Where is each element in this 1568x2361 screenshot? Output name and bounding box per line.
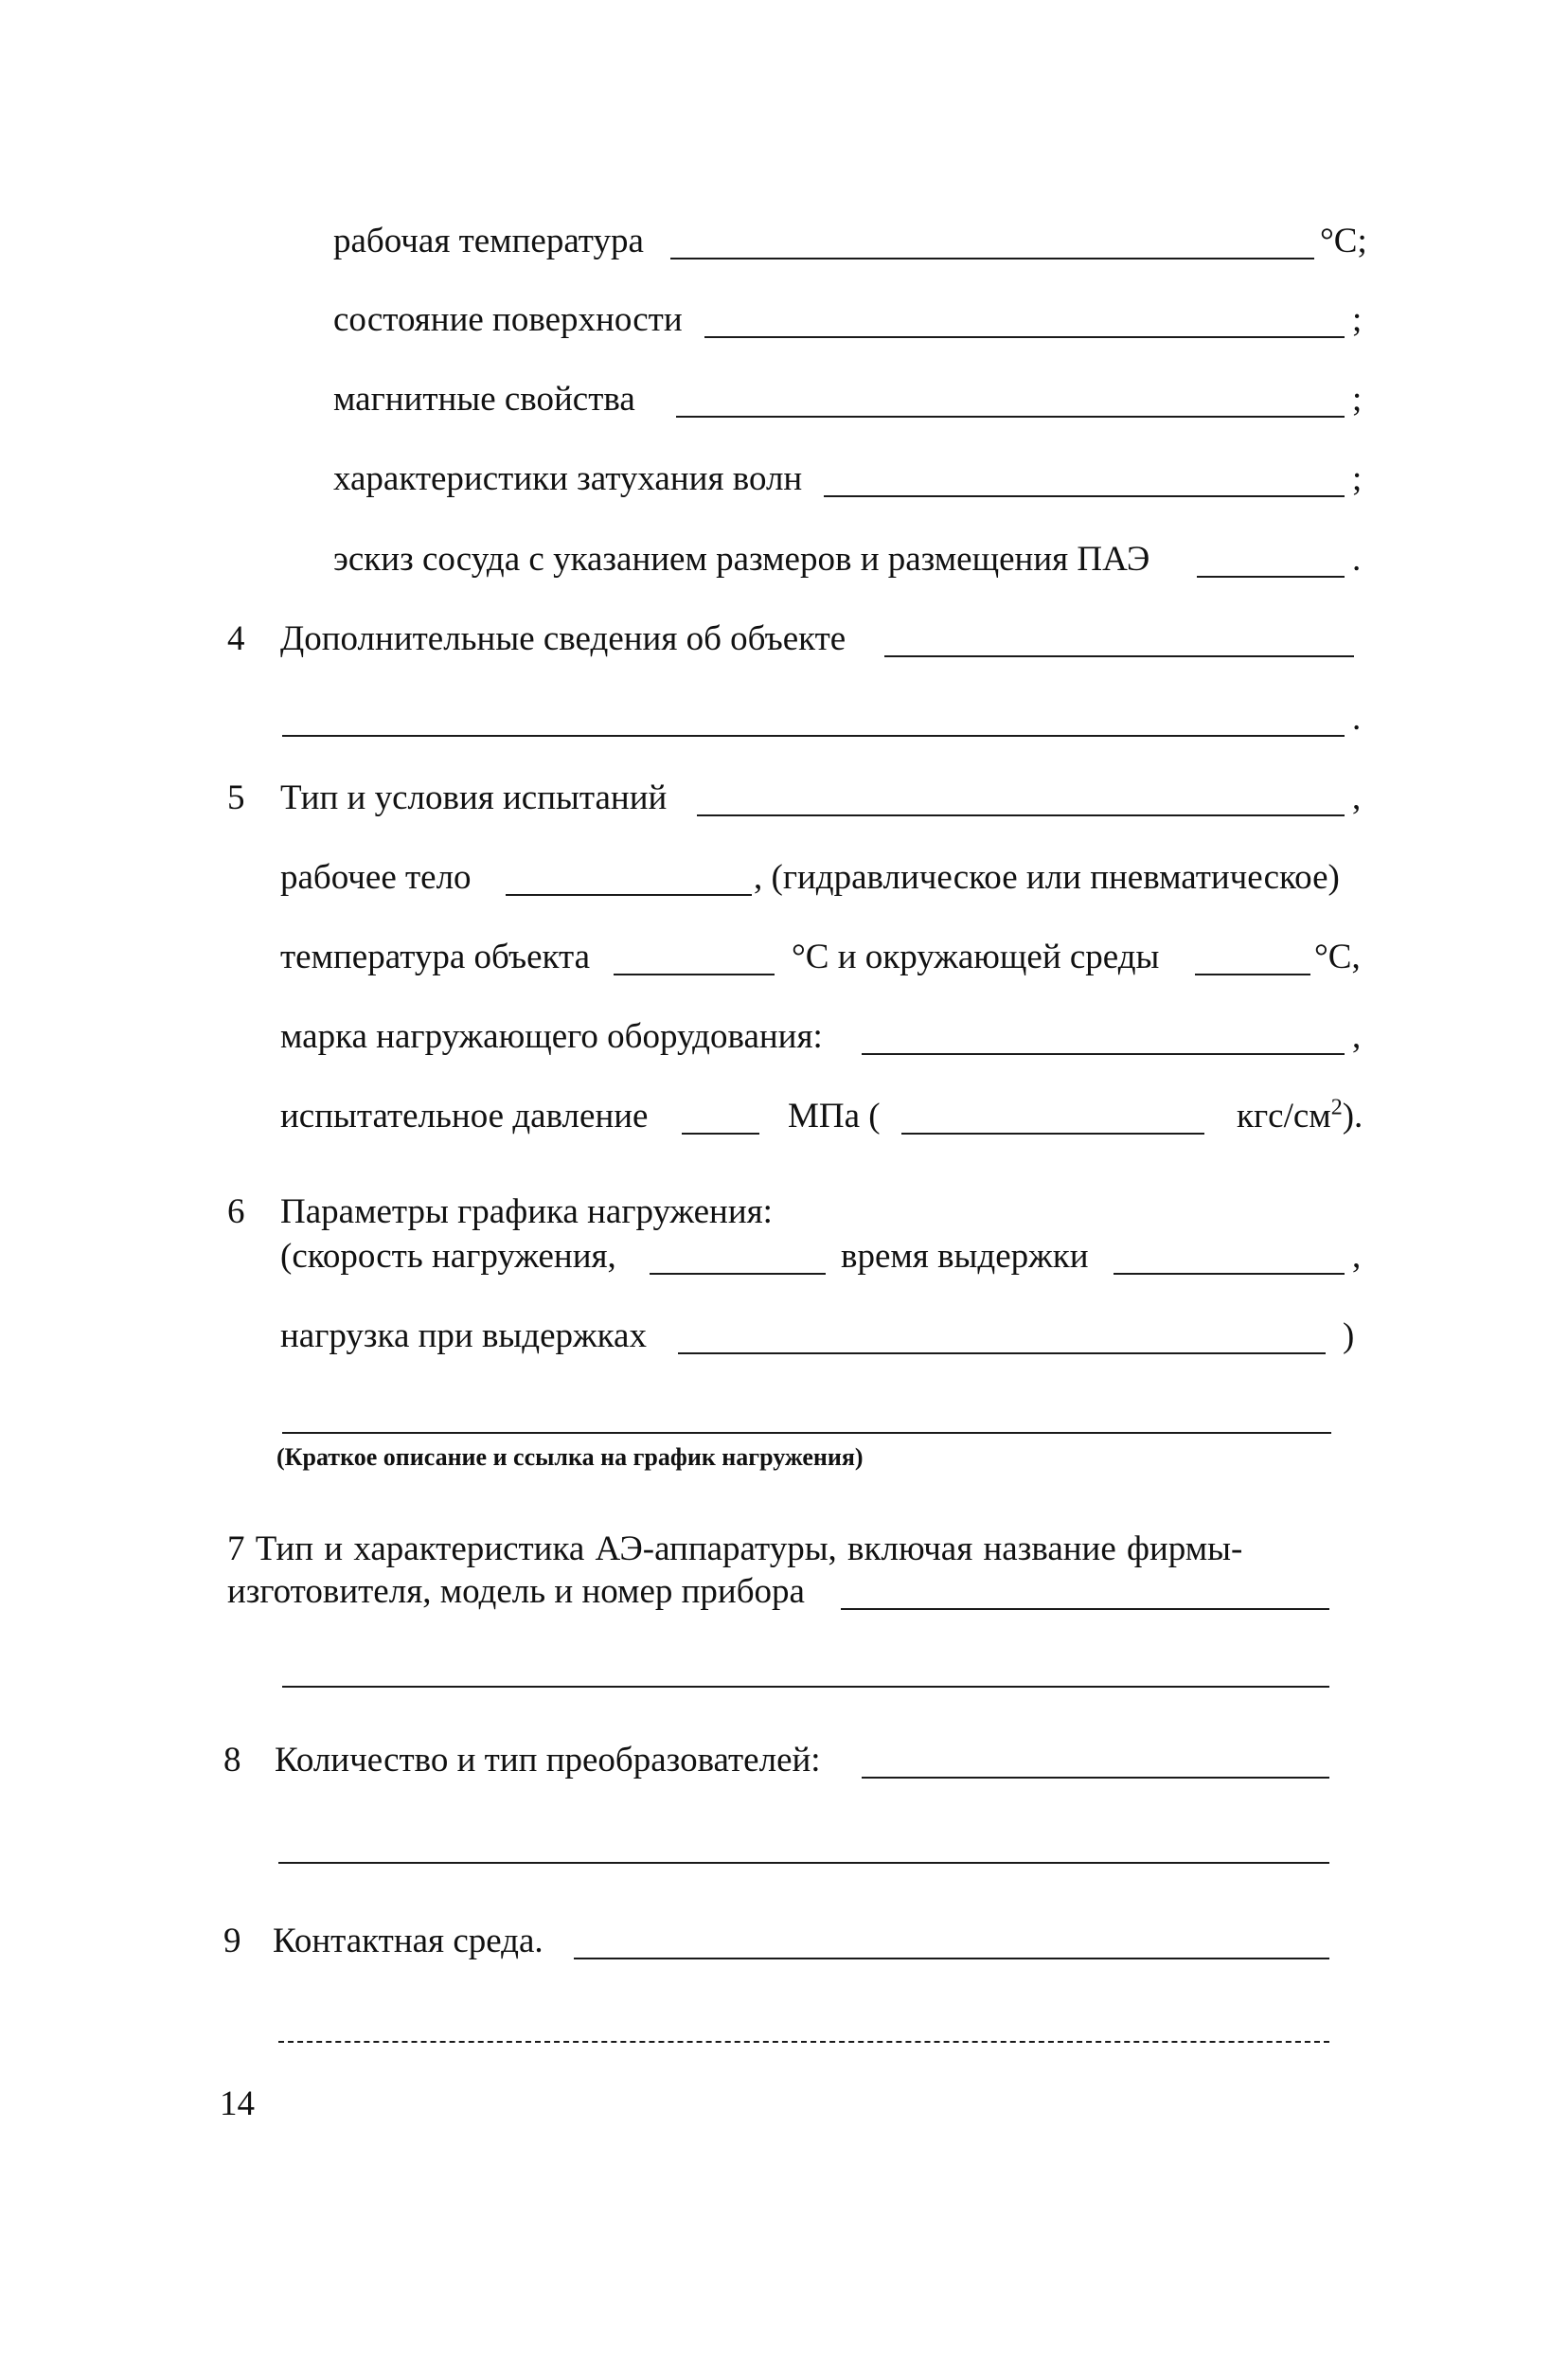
object-temp-field[interactable] — [614, 974, 775, 975]
equipment-field[interactable] — [862, 1053, 1345, 1055]
ambient-temp-unit: °С, — [1314, 938, 1361, 976]
surface-label: состояние поверхности — [333, 300, 683, 339]
object-temp-mid: °С и окружающей среды — [792, 938, 1160, 976]
fluid-label: рабочее тело — [280, 858, 472, 897]
load-label: нагрузка при выдержках — [280, 1316, 647, 1355]
magnetic-end: ; — [1352, 380, 1363, 419]
attenuation-end: ; — [1352, 459, 1363, 498]
hold-end: , — [1352, 1237, 1362, 1276]
equipment-end: , — [1352, 1017, 1362, 1056]
magnetic-field[interactable] — [676, 416, 1345, 418]
section-7-field-1[interactable] — [841, 1608, 1329, 1610]
section-9-number: 9 — [223, 1922, 241, 1960]
section-5-number: 5 — [227, 778, 245, 817]
ambient-temp-field[interactable] — [1195, 974, 1310, 975]
pressure-kgf-field[interactable] — [901, 1133, 1204, 1135]
surface-end: ; — [1352, 300, 1363, 339]
section-9-field-1[interactable] — [574, 1958, 1329, 1959]
load-field[interactable] — [678, 1352, 1326, 1354]
hold-field[interactable] — [1114, 1273, 1345, 1275]
pressure-label: испытательное давление — [280, 1097, 649, 1136]
fluid-field[interactable] — [506, 894, 752, 896]
section-4-label: Дополнительные сведения об объекте — [280, 619, 846, 658]
section-8-field-1[interactable] — [862, 1777, 1329, 1779]
section-5-end: , — [1352, 778, 1362, 817]
rate-field[interactable] — [650, 1273, 826, 1275]
attenuation-field[interactable] — [824, 495, 1345, 497]
load-description-field[interactable] — [282, 1432, 1331, 1434]
section-4-field-1[interactable] — [884, 655, 1354, 657]
rate-label: (скорость нагружения, — [280, 1237, 616, 1276]
section-8-label: Количество и тип преобразователей: — [275, 1741, 821, 1780]
section-4-field-2[interactable] — [282, 735, 1345, 737]
pressure-kgf-unit: кгс/$см^2$). — [1237, 1095, 1363, 1136]
section-7-line-2: изготовителя, модель и номер прибора — [227, 1572, 805, 1611]
load-end: ) — [1343, 1316, 1355, 1355]
pressure-mpa-field[interactable] — [682, 1133, 759, 1135]
load-description-caption: (Краткое описание и ссылка на график нагружения) — [276, 1443, 864, 1471]
section-5-field[interactable] — [697, 814, 1345, 816]
page-number: 14 — [220, 2084, 255, 2123]
section-8-field-2[interactable] — [278, 1862, 1329, 1864]
section-6-number: 6 — [227, 1192, 245, 1231]
surface-field[interactable] — [704, 336, 1345, 338]
section-7-field-2[interactable] — [282, 1686, 1329, 1688]
sketch-label: эскиз сосуда с указанием размеров и размещения ПАЭ — [333, 540, 1150, 579]
section-5-label: Тип и условия испытаний — [280, 778, 668, 817]
pressure-mpa-unit: МПа ( — [788, 1097, 881, 1136]
working-temp-field[interactable] — [670, 258, 1314, 259]
section-4-number: 4 — [227, 619, 245, 658]
fluid-hint: , (гидравлическое или пневматическое) — [754, 858, 1340, 897]
hold-label: время выдержки — [841, 1237, 1089, 1276]
section-7-line-1: 7 Тип и характеристика АЭ-аппаратуры, включая название фирмы- — [227, 1529, 1243, 1568]
section-6-label: Параметры графика нагружения: — [280, 1192, 773, 1231]
equipment-label: марка нагружающего оборудования: — [280, 1017, 823, 1056]
working-temp-label: рабочая температура — [333, 222, 644, 260]
sketch-field[interactable] — [1197, 576, 1345, 578]
sketch-end: . — [1352, 540, 1362, 579]
section-4-end: . — [1352, 699, 1362, 738]
working-temp-unit: °С; — [1320, 222, 1367, 260]
attenuation-label: характеристики затухания волн — [333, 459, 803, 498]
section-9-field-2[interactable] — [278, 2041, 1329, 2043]
section-8-number: 8 — [223, 1741, 241, 1780]
object-temp-label: температура объекта — [280, 938, 591, 976]
magnetic-label: магнитные свойства — [333, 380, 635, 419]
section-9-label: Контактная среда. — [273, 1922, 543, 1960]
